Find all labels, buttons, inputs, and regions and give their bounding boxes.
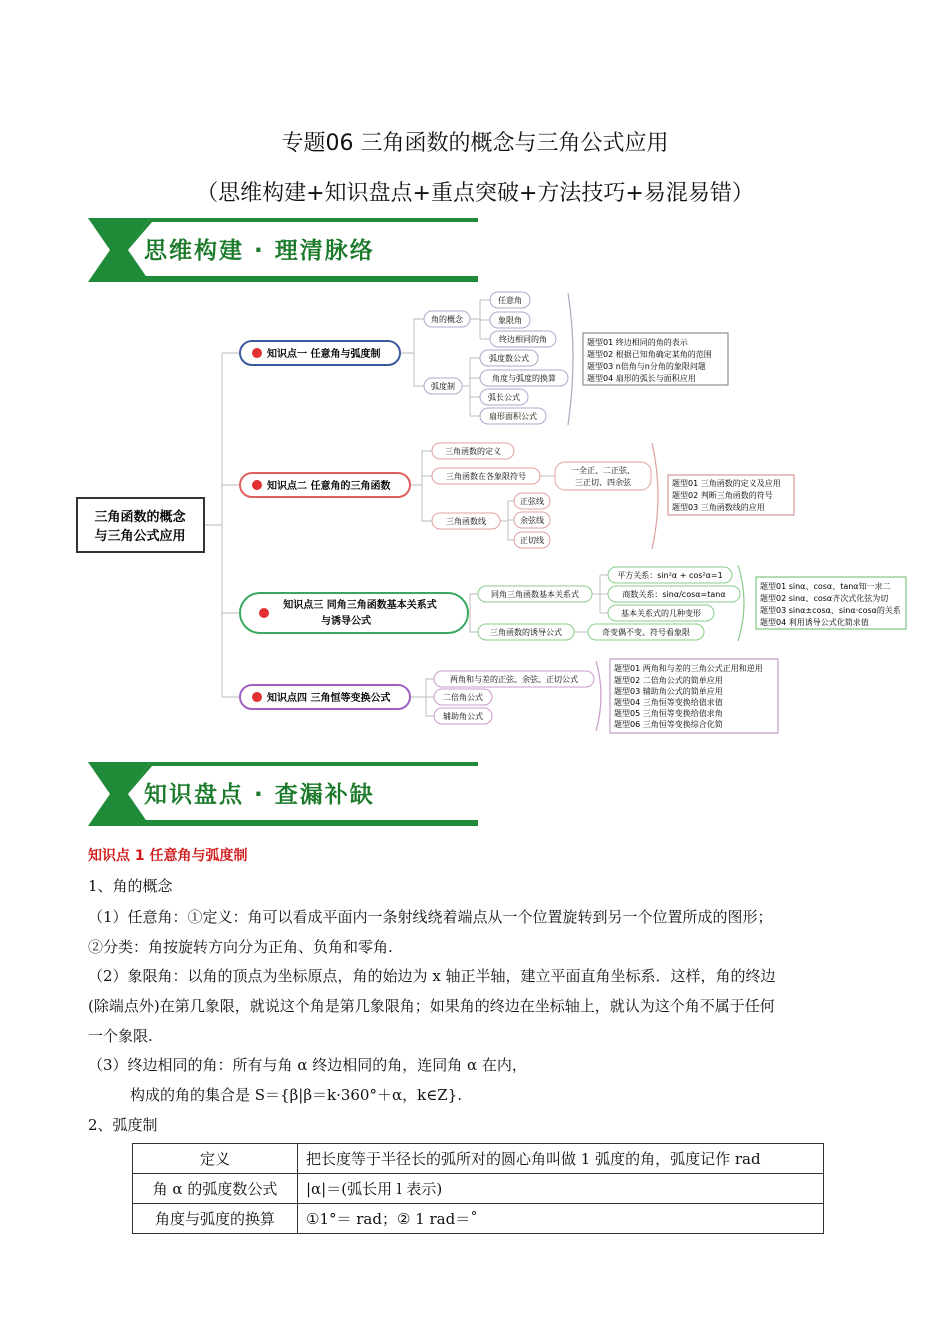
kp1-c1b: 象限角 [498, 316, 522, 325]
kp2-type-1: 题型01 三角函数的定义及应用 [672, 479, 781, 488]
kp2-c3a: 正弦线 [520, 497, 544, 506]
kp4-c3: 辅助角公式 [443, 712, 483, 721]
kp2-c1: 三角函数的定义 [445, 447, 501, 456]
kp2-c3: 三角函数线 [446, 517, 486, 526]
kp3-type-3: 题型03 sinα±cosα、sinα·cosα的关系 [760, 606, 901, 615]
kp2-c2a-2: 三正切、四余弦 [575, 478, 631, 487]
table-row [133, 1144, 824, 1174]
kp1-label: 知识点一 任意角与弧度制 [267, 349, 381, 360]
table-cell: 角度与弧度的换算 [133, 1204, 298, 1234]
root-label-2: 与三角公式应用 [94, 529, 186, 544]
mindmap-banner [88, 218, 478, 282]
kp3-type-2: 题型02 sinα、cosα齐次式化弦为切 [760, 594, 889, 603]
kp3-c1c: 基本关系式的几种变形 [621, 609, 701, 618]
para-3: （3）终边相同的角：所有与角 α 终边相同的角，连同角 α 在内， [88, 1056, 527, 1074]
kp3-label-1: 知识点三 同角三角函数基本关系式 [283, 600, 437, 611]
kp1-type-1: 题型01 终边相同的角的表示 [587, 338, 688, 347]
kp1-c2a: 弧度数公式 [489, 354, 529, 363]
kp3-type-1: 题型01 sinα、cosα、tanα知一求二 [760, 582, 891, 591]
para-2c: 一个象限. [88, 1027, 153, 1045]
table-cell: 把长度等于半径长的弧所对的圆心角叫做 1 弧度的角，弧度记作 rad [298, 1144, 824, 1174]
kp2-c2a-1: 一全正、二正弦、 [571, 466, 635, 475]
para-3b: 构成的角的集合是 S＝{β|β＝k·360°＋α，k∈Z}. [130, 1086, 463, 1104]
para-2: （2）象限角：以角的顶点为坐标原点，角的始边为 x 轴正半轴，建立平面直角坐标系．这样，角的终边 [88, 967, 776, 985]
kp4-type-3: 题型03 辅助角公式的简单应用 [614, 687, 723, 696]
kp1-c1c: 终边相同的角 [499, 335, 547, 344]
kp2-c3b: 余弦线 [520, 516, 544, 525]
star-icon [259, 608, 269, 618]
table-cell: 定义 [133, 1144, 298, 1174]
kp3-c1: 同角三角函数基本关系式 [491, 590, 579, 599]
kp4-label: 知识点四 三角恒等变换公式 [267, 693, 391, 704]
kp4-type-1: 题型01 两角和与差的三角公式正用和逆用 [614, 664, 763, 673]
kp4-type-4: 题型04 三角恒等变换给值求值 [614, 698, 723, 707]
root-label-1: 三角函数的概念 [94, 510, 186, 525]
section-2-title: 2、弧度制 [88, 1116, 158, 1134]
kp1-type-3: 题型03 n倍角与n分角的象限问题 [587, 362, 706, 371]
mindmap [0, 285, 950, 745]
table-cell: ①1°＝ rad；② 1 rad＝˚ [298, 1204, 824, 1234]
kp4-type-5: 题型05 三角恒等变换给值求角 [614, 709, 723, 718]
kp2-c3c: 正切线 [520, 536, 544, 545]
table-cell: |α|＝(弧长用 l 表示) [298, 1174, 824, 1204]
radian-table [132, 1143, 824, 1234]
kp1-c2d: 扇形面积公式 [489, 412, 537, 421]
mindmap-banner-text: 思维构建 · 理清脉络 [144, 238, 375, 264]
table-row [133, 1174, 824, 1204]
kp1-type-4: 题型04 扇形的弧长与面积应用 [587, 374, 696, 383]
kp4-type-6: 题型06 三角恒等变换综合化简 [614, 720, 723, 729]
star-icon [252, 348, 262, 358]
page-title: 专题06 三角函数的概念与三角公式应用 [281, 131, 669, 156]
kp2-type-3: 题型03 三角函数线的应用 [672, 503, 765, 512]
kp1-c1a: 任意角 [498, 296, 522, 305]
section-1-title: 1、角的概念 [88, 877, 173, 895]
kp3-c2a: 奇变偶不变、符号看象限 [602, 628, 690, 637]
kp3-c1a: 平方关系：sin²α + cos²α=1 [617, 571, 723, 580]
kp4-type-2: 题型02 二倍角公式的简单应用 [614, 676, 723, 685]
kp1-c2: 弧度制 [431, 382, 455, 391]
kp3-c1b: 商数关系：sinα/cosα=tanα [622, 590, 726, 599]
kp2-c2: 三角函数在各象限符号 [446, 472, 526, 481]
para-2b: (除端点外)在第几象限，就说这个角是第几象限角；如果角的终边在坐标轴上，就认为这个角不属于任何 [88, 997, 775, 1015]
kp1-c2c: 弧长公式 [488, 393, 520, 402]
kp2-type-2: 题型02 判断三角函数的符号 [672, 491, 773, 500]
kp1-c2b: 角度与弧度的换算 [492, 374, 556, 383]
table-row [133, 1204, 824, 1234]
kp1-c1: 角的概念 [431, 315, 463, 324]
para-1: （1）任意角：①定义：角可以看成平面内一条射线绕着端点从一个位置旋转到另一个位置所成的图形； [88, 908, 773, 926]
kp4-c1: 两角和与差的正弦、余弦、正切公式 [450, 675, 578, 684]
kp1-type-2: 题型02 根据已知角确定某角的范围 [587, 350, 712, 359]
para-1b: ②分类：角按旋转方向分为正角、负角和零角. [88, 938, 393, 956]
knowledge-banner-text: 知识盘点 · 查漏补缺 [144, 782, 375, 808]
kp2-label: 知识点二 任意角的三角函数 [267, 481, 391, 492]
kp4-c2: 二倍角公式 [443, 693, 483, 702]
knowledge-banner [88, 762, 478, 826]
kp3-type-4: 题型04 利用诱导公式化简求值 [760, 618, 869, 627]
star-icon [252, 480, 262, 490]
kp3-c2: 三角函数的诱导公式 [490, 628, 562, 637]
star-icon [252, 692, 262, 702]
kp1-heading: 知识点 1 任意角与弧度制 [88, 848, 248, 864]
page-subtitle: （思维构建+知识盘点+重点突破+方法技巧+易混易错） [196, 181, 754, 206]
table-cell: 角 α 的弧度数公式 [133, 1174, 298, 1204]
kp3-label-2: 与诱导公式 [321, 616, 371, 627]
